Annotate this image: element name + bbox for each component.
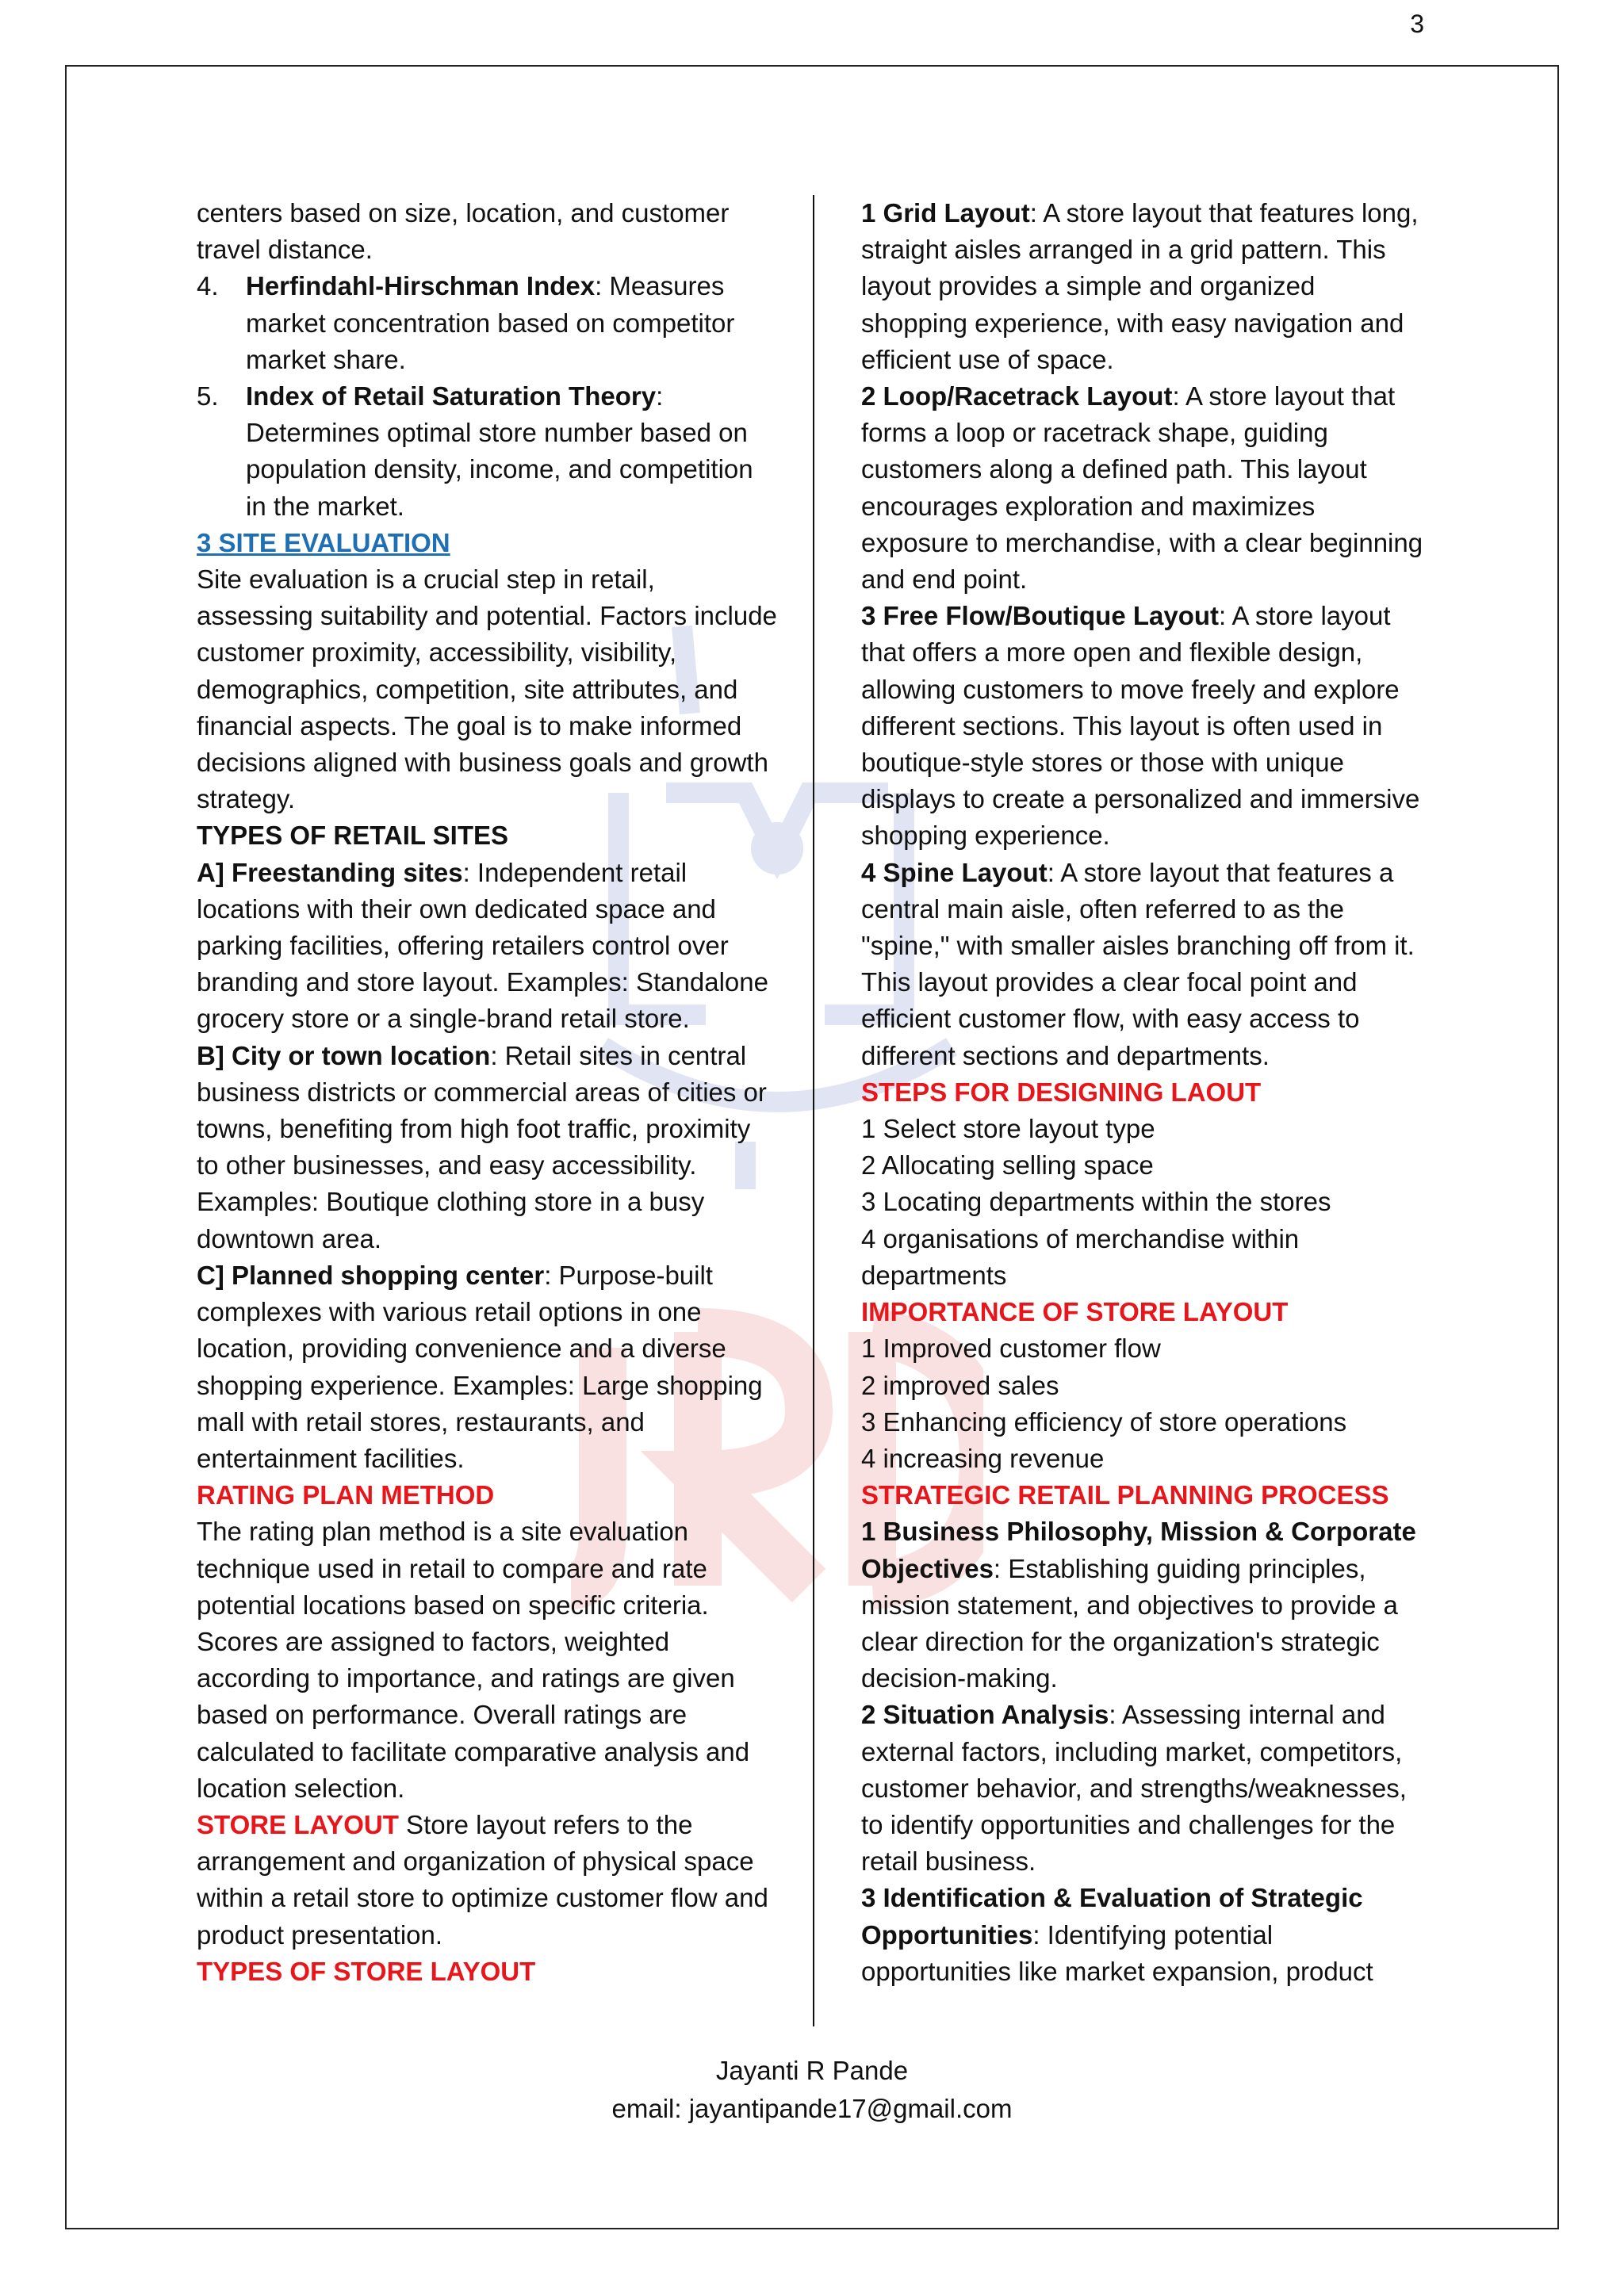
strategic-step-text: : Assessing internal and external factors, including market, competitors, customer behavior, and strengths/weaknesses, to identify opportunities and challenges for the retail business. [861,1700,1407,1877]
layout-type-paragraph [861,855,1426,1074]
layout-type-term: 4 Spine Layout [861,857,1048,887]
layout-type-paragraph [861,598,1426,854]
store-layout-heading: STORE LAYOUT [197,1809,399,1839]
types-store-layout-heading: TYPES OF STORE LAYOUT [197,1956,536,1986]
step-item: 3 Locating departments within the stores [861,1187,1331,1217]
page-number: 3 [1410,10,1424,38]
site-type-text: : Retail sites in central business districts or commercial areas of cities or towns, benefiting from high foot traffic, proximity to other businesses, and easy accessibility. Examples: Boutique clothing store in a busy downtown area. [197,1040,767,1253]
site-type-term: C] Planned shopping center [197,1260,545,1290]
site-type-term: B] City or town location [197,1040,491,1070]
column-divider [813,195,814,2026]
list-text: : Determines optimal store number based on population density, income, and competition in the market. [246,381,753,521]
layout-type-text: : A store layout that features a central main aisle, often referred to as the "spine," with smaller aisles branching off from it. This layout provides a clear focal point and efficient customer flow, with easy access to different sections and departments. [861,857,1415,1070]
store-layout-text: Store layout refers to the arrangement and organization of physical space within a retail store to optimize customer flow and product presentation. [197,1809,768,1950]
steps-heading: STEPS FOR DESIGNING LAOUT [861,1077,1262,1107]
layout-type-text: : A store layout that features long, straight aisles arranged in a grid pattern. This layout provides a simple and organized shopping experience, with easy navigation and efficient use of space. [861,198,1419,374]
site-evaluation-heading[interactable]: 3 SITE EVALUATION [197,527,450,557]
layout-type-term: 2 Loop/Racetrack Layout [861,381,1173,411]
site-type-text: : Purpose-built complexes with various retail options in one location, providing convenience and a diverse shopping experience. Examples: Large shopping mall with retail stores, restaurants, and entertainment facilities. [197,1260,763,1473]
list-term: Index of Retail Saturation Theory [246,381,657,411]
strategic-step [861,1513,1426,1697]
store-layout-paragraph [197,1807,777,1954]
list-item [197,268,777,378]
strategic-step-term: 2 Situation Analysis [861,1700,1109,1730]
author-name: Jayanti R Pande [715,2056,909,2085]
importance-heading: IMPORTANCE OF STORE LAYOUT [861,1297,1289,1327]
step-item: 2 Allocating selling space [861,1150,1154,1181]
step-item: 4 organisations of merchandise within departments [861,1223,1300,1290]
right-column [861,195,1426,1990]
site-type-paragraph [197,1038,777,1257]
layout-type-text: : A store layout that forms a loop or racetrack shape, guiding customers along a defined path. This layout encourages exploration and maximizes exposure to merchandise, with a clear beginning and end point. [861,381,1423,595]
layout-type-text: : A store layout that offers a more open and flexible design, allowing customers to move freely and explore different sections. This layout is often used in boutique-style stores or those with unique displays to create a personalized and immersive shopping experience. [861,601,1420,851]
site-type-paragraph [197,855,777,1038]
importance-item: 2 improved sales [861,1370,1059,1400]
list-term: Herfindahl-Hirschman Index [246,271,596,301]
strategic-step-text: : Identifying potential opportunities like market expansion, product [861,1919,1373,1986]
layout-type-paragraph [861,195,1426,378]
strategic-step-term: 3 Identification & Evaluation of Strategic Opportunities [861,1883,1363,1950]
step-item: 1 Select store layout type [861,1114,1155,1144]
importance-item: 1 Improved customer flow [861,1334,1161,1364]
layout-type-term: 3 Free Flow/Boutique Layout [861,601,1220,631]
strategic-planning-heading: STRATEGIC RETAIL PLANNING PROCESS [861,1480,1389,1510]
importance-item: 4 increasing revenue [861,1443,1105,1473]
types-retail-sites-heading: TYPES OF RETAIL SITES [197,821,509,851]
strategic-step [861,1880,1426,1990]
site-type-term: A] Freestanding sites [197,857,463,887]
list-number: 4. [197,271,219,301]
left-column [197,195,777,1990]
rating-plan-heading: RATING PLAN METHOD [197,1480,495,1510]
rating-plan-text: The rating plan method is a site evaluation technique used in retail to compare and rate potential locations based on specific criteria. Scores are assigned to factors, weighted according to importance, and ratings are given based on performance. Overall ratings are calculated to facilitate comparative analysis and location selection. [197,1517,750,1803]
author-email[interactable]: email: jayantipande17@gmail.com [611,2094,1013,2123]
site-type-text: : Independent retail locations with their own dedicated space and parking facilities, offering retailers control over branding and store layout. Examples: Standalone grocery store or a single-brand retail store. [197,857,768,1034]
site-type-paragraph [197,1257,777,1477]
list-number: 5. [197,381,219,411]
intro-text: centers based on size, location, and customer travel distance. [197,198,730,265]
importance-item: 3 Enhancing efficiency of store operations [861,1406,1347,1437]
strategic-step [861,1697,1426,1880]
site-evaluation-text: Site evaluation is a crucial step in retail, assessing suitability and potential. Factors include customer proximity, accessibility, visibility, demographics, competition, site attributes, and financial aspects. The goal is to make informed decisions aligned with business goals and growth strategy. [197,564,777,814]
page-footer [0,2052,1624,2128]
strategic-step-text: : Establishing guiding principles, mission statement, and objectives to provide a clear direction for the organization's strategic decision-making. [861,1553,1398,1693]
layout-type-paragraph [861,378,1426,598]
layout-type-term: 1 Grid Layout [861,198,1030,228]
list-text: : Measures market concentration based on competitor market share. [246,271,735,374]
strategic-step-term: 1 Business Philosophy, Mission & Corporate Objectives [861,1517,1416,1583]
list-item [197,378,777,525]
